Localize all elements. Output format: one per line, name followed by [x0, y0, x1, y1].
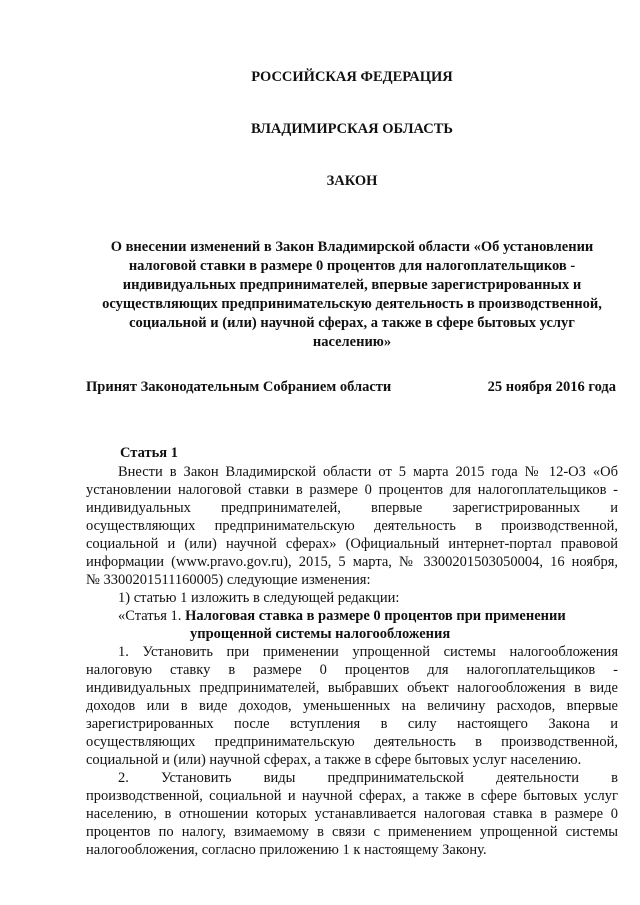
text-line: индивидуальных предпринимателей, выбравших объект налогообложения в виде [86, 680, 618, 696]
text-line: 2. Установить виды предпринимательской деятельности в [118, 770, 618, 786]
text-line: 1. Установить при применении упрощенной системы налогообложения [118, 644, 618, 660]
law-title-line: осуществляющих предпринимательскую деятельность в производственной, [102, 296, 602, 312]
text-line: социальной и (или) научной сферах» (Официальный интернет-портал правовой [86, 536, 618, 552]
quoted-article-title-cont: упрощенной системы налогообложения [190, 626, 451, 642]
text-line: осуществляющих предпринимательскую деятельность в производственной, [86, 518, 618, 534]
header-doc-type: ЗАКОН [326, 173, 378, 189]
header-region: ВЛАДИМИРСКАЯ ОБЛАСТЬ [251, 121, 453, 137]
law-title-line: индивидуальных предпринимателей, впервые зарегистрированных и [122, 277, 582, 293]
text-line: осуществляющих предпринимательскую деятельность в производственной, [86, 734, 618, 750]
text-line: доходов или в виде доходов, уменьшенных на величину расходов, впервые [86, 698, 618, 714]
article-heading: Статья 1 [120, 445, 178, 461]
text-line: налогообложения, согласно приложению 1 к настоящему Закону. [86, 842, 487, 858]
item-1: 1) статью 1 изложить в следующей редакции: [118, 590, 400, 606]
text-line: информации (www.pravo.gov.ru), 2015, 5 марта, № 3300201503050004, 16 ноября, [86, 554, 618, 570]
law-title-line: налоговой ставки в размере 0 процентов для налогоплательщиков - [128, 258, 576, 274]
text-line: зарегистрированных после вступления в силу настоящего Закона и [86, 716, 618, 732]
text-line: социальной и (или) научной сферах, а также в сфере бытовых услуг населению. [86, 752, 582, 768]
text-line: № 3300201511160005) следующие изменения: [86, 572, 371, 588]
law-title-line: населению» [312, 334, 392, 350]
quoted-article-title: Налоговая ставка в размере 0 процентов при применении [185, 608, 566, 624]
law-title-line: О внесении изменений в Закон Владимирской области «Об установлении [110, 239, 594, 255]
quoted-article-heading [118, 607, 566, 625]
adoption-label: Принят Законодательным Собранием области [86, 379, 392, 395]
header-country: РОССИЙСКАЯ ФЕДЕРАЦИЯ [251, 69, 453, 85]
text-line: налоговую ставку в размере 0 процентов для налогоплательщиков - [86, 662, 618, 678]
text-line: установлении налоговой ставки в размере 0 процентов для налогоплательщиков - [86, 482, 618, 498]
law-title-line: социальной и (или) научной сферах, а также в сфере бытовых услуг [129, 315, 575, 331]
text-line: процентов по налогу, взимаемому в связи с применением упрощенной системы [86, 824, 618, 840]
text-line: индивидуальных предпринимателей, впервые зарегистрированных и [86, 500, 618, 516]
text-line: населению, в отношении которых устанавливается налоговая ставка в размере 0 [86, 806, 618, 822]
text-line: производственной, социальной и научной сферах, а также в сфере бытовых услуг [86, 788, 618, 804]
quoted-article-prefix: «Статья 1. [118, 608, 182, 624]
text-line: Внести в Закон Владимирской области от 5 марта 2015 года № 12-ОЗ «Об [118, 464, 618, 480]
adoption-date: 25 ноября 2016 года [487, 379, 616, 395]
